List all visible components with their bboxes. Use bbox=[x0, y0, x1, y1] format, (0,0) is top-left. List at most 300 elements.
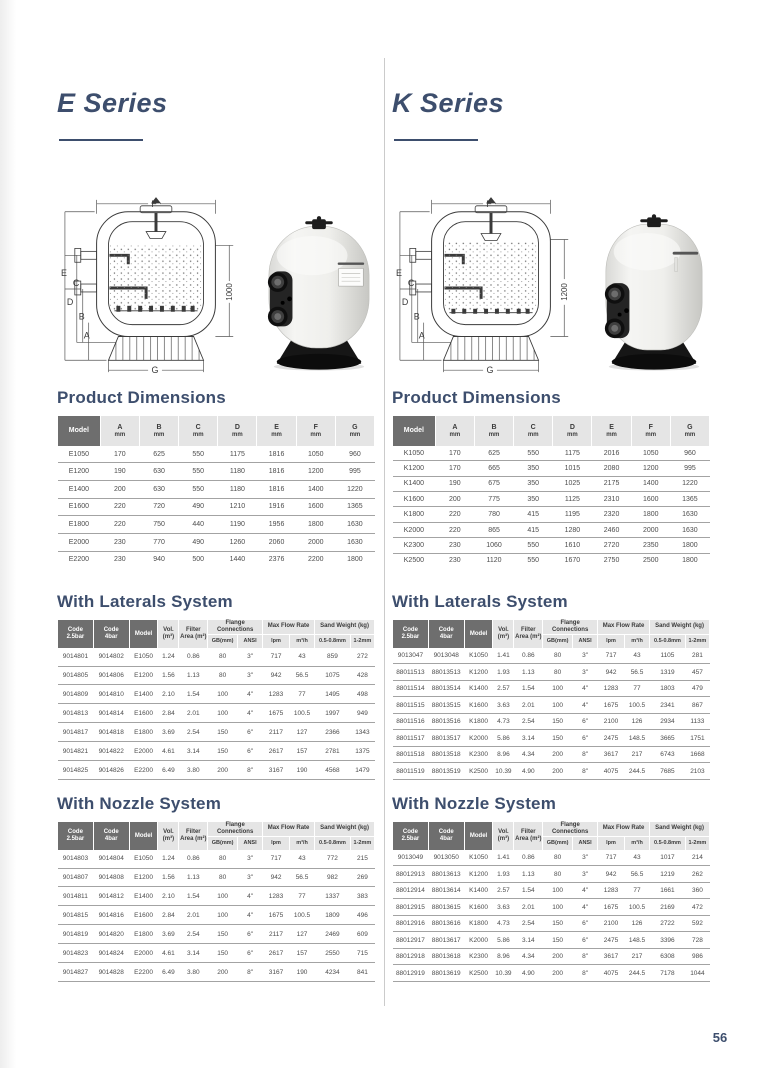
table-cell: 88013513 bbox=[428, 664, 464, 681]
table-cell: 982 bbox=[315, 868, 351, 887]
table-cell: 630 bbox=[139, 463, 178, 481]
table-cell: 940 bbox=[153, 556, 165, 564]
table-cell: 88013519 bbox=[428, 763, 464, 780]
section-heading: Product Dimensions bbox=[57, 388, 226, 407]
table-cell: 4075 bbox=[598, 965, 625, 982]
table-cell: K1050 bbox=[393, 446, 436, 461]
table-cell: 5.86 bbox=[493, 932, 514, 949]
table-cell: K1600 bbox=[464, 899, 493, 916]
table-cell: 126 bbox=[625, 915, 650, 932]
table-cell: 2117 bbox=[263, 723, 290, 742]
table-cell: 200 bbox=[208, 761, 238, 780]
table-row bbox=[393, 713, 710, 730]
table-cell: 1210 bbox=[218, 498, 257, 516]
table-cell: 88013618 bbox=[428, 948, 464, 965]
table-cell: E2000 bbox=[58, 534, 101, 552]
table-cell: 717 bbox=[263, 850, 290, 868]
table-cell: K1600 bbox=[464, 697, 493, 714]
table-cell: K1050 bbox=[464, 648, 493, 663]
table-cell: 3" bbox=[238, 666, 263, 685]
table-cell: 1175 bbox=[553, 446, 592, 461]
column-header: Filter Area (m²) bbox=[179, 822, 208, 850]
table-cell: 100 bbox=[208, 906, 238, 925]
column-header: Filter Area (m²) bbox=[514, 822, 543, 850]
table-cell: 5.86 bbox=[493, 730, 514, 747]
table-cell: 88013616 bbox=[428, 915, 464, 932]
series-title: E Series bbox=[57, 88, 168, 118]
column-header: Vol. (m³) bbox=[493, 620, 514, 648]
table-cell: 1220 bbox=[335, 480, 374, 498]
table-cell: 88013619 bbox=[428, 965, 464, 982]
table-cell: 750 bbox=[139, 516, 178, 534]
table-row bbox=[393, 965, 710, 982]
table-cell: 3.63 bbox=[493, 899, 514, 916]
table-row bbox=[393, 697, 710, 714]
table-cell: 4" bbox=[573, 680, 598, 697]
table-cell: 150 bbox=[543, 730, 573, 747]
table-cell: 2103 bbox=[685, 763, 709, 780]
table-cell: 8.96 bbox=[493, 948, 514, 965]
filter-base bbox=[443, 337, 538, 361]
column-header: Max Flow Rate bbox=[263, 620, 315, 634]
table-cell: 157 bbox=[290, 944, 315, 963]
table-cell: 490 bbox=[179, 498, 218, 516]
laterals-table bbox=[57, 620, 375, 780]
table-cell: 3.63 bbox=[493, 697, 514, 714]
section-heading: With Laterals System bbox=[57, 592, 233, 611]
table-cell: 1.56 bbox=[158, 666, 179, 685]
column-header: G mm bbox=[670, 416, 709, 446]
column-header: Code 2.5bar bbox=[58, 822, 94, 850]
table-cell: 9014819 bbox=[58, 925, 94, 944]
table-cell: 9014816 bbox=[93, 906, 129, 925]
table-cell: 1630 bbox=[670, 522, 709, 537]
column-header: Model bbox=[393, 416, 436, 446]
table-cell: 157 bbox=[290, 742, 315, 761]
table-cell: 9014812 bbox=[93, 887, 129, 906]
column-header: GB(mm) bbox=[543, 836, 573, 850]
table-cell: 1.41 bbox=[493, 648, 514, 663]
table-cell: 550 bbox=[514, 446, 553, 461]
table-cell: 150 bbox=[543, 713, 573, 730]
table-cell: 1283 bbox=[598, 680, 625, 697]
table-cell: 942 bbox=[598, 664, 625, 681]
table-cell: 127 bbox=[290, 723, 315, 742]
dim-label-e: E bbox=[395, 268, 402, 279]
table-cell: 2.84 bbox=[158, 906, 179, 925]
table-cell: E1600 bbox=[129, 704, 158, 723]
table-cell: 2475 bbox=[598, 932, 625, 949]
page-number: 56 bbox=[712, 1030, 728, 1045]
table-cell: 148.5 bbox=[625, 730, 650, 747]
table-cell: 3.69 bbox=[158, 723, 179, 742]
table-cell: 88012916 bbox=[393, 915, 429, 932]
table-cell: 1400 bbox=[296, 480, 335, 498]
table-row bbox=[393, 866, 710, 883]
table-cell: 428 bbox=[350, 666, 374, 685]
table-cell: 3" bbox=[573, 850, 598, 865]
table-cell: 0.86 bbox=[514, 850, 543, 865]
table-cell: 88013615 bbox=[428, 899, 464, 916]
table-cell: 150 bbox=[208, 723, 238, 742]
column-header: F mm bbox=[296, 416, 335, 446]
table-cell: K1200 bbox=[464, 866, 493, 883]
table-cell: 415 bbox=[514, 522, 553, 537]
table-row bbox=[58, 723, 375, 742]
table-cell: 350 bbox=[514, 491, 553, 506]
table-cell: 1809 bbox=[315, 906, 351, 925]
column-header: Code 2.5bar bbox=[393, 620, 429, 648]
column-header: Model bbox=[464, 620, 493, 648]
table-row bbox=[58, 906, 375, 925]
table-cell: 949 bbox=[350, 704, 374, 723]
table-cell: 2.57 bbox=[493, 680, 514, 697]
table-cell: 1675 bbox=[263, 906, 290, 925]
table-cell: 200 bbox=[208, 963, 238, 982]
table-cell: 1025 bbox=[553, 476, 592, 491]
column-header: m³/h bbox=[625, 836, 650, 850]
table-cell: E1050 bbox=[129, 850, 158, 868]
table-cell: E1200 bbox=[58, 463, 101, 481]
table-cell: 10.39 bbox=[493, 763, 514, 780]
column-header: G mm bbox=[335, 416, 374, 446]
table-cell: 2.01 bbox=[179, 906, 208, 925]
column-header: Flange Connections bbox=[543, 822, 598, 836]
table-cell: 100 bbox=[208, 887, 238, 906]
column-header: Code 2.5bar bbox=[58, 620, 94, 648]
table-cell: 2.01 bbox=[514, 899, 543, 916]
column-header: 1-2mm bbox=[685, 634, 709, 648]
table-cell: 4075 bbox=[598, 763, 625, 780]
table-cell: 9014803 bbox=[58, 850, 94, 868]
table-cell: 88013614 bbox=[428, 882, 464, 899]
section-heading: With Laterals System bbox=[392, 592, 568, 611]
table-cell: 4.73 bbox=[493, 915, 514, 932]
table-cell: 1044 bbox=[685, 965, 709, 982]
table-cell: E1400 bbox=[129, 685, 158, 704]
table-cell: 1.24 bbox=[158, 850, 179, 868]
table-cell: 9014825 bbox=[58, 761, 94, 780]
table-cell: K2000 bbox=[393, 522, 436, 537]
table-cell: 2.84 bbox=[158, 704, 179, 723]
column-header: Flange Connections bbox=[543, 620, 598, 634]
table-cell: 2.57 bbox=[493, 882, 514, 899]
column-header: 0.5-0.8mm bbox=[650, 836, 686, 850]
table-cell: 6" bbox=[573, 932, 598, 949]
table-cell: 2.54 bbox=[179, 925, 208, 944]
table-cell: 3.14 bbox=[179, 944, 208, 963]
table-cell: 6" bbox=[238, 925, 263, 944]
table-cell: 1283 bbox=[263, 685, 290, 704]
table-cell: 717 bbox=[598, 850, 625, 865]
column-header: lpm bbox=[263, 634, 290, 648]
table-cell: 150 bbox=[208, 944, 238, 963]
table-cell: 3.69 bbox=[158, 925, 179, 944]
table-cell: 100.5 bbox=[290, 906, 315, 925]
table-cell: 88012918 bbox=[393, 948, 429, 965]
table-cell: 215 bbox=[350, 850, 374, 868]
table-cell: 1.54 bbox=[514, 680, 543, 697]
table-cell: 2000 bbox=[631, 522, 670, 537]
table-cell: 1175 bbox=[218, 446, 257, 463]
table-cell: 43 bbox=[625, 850, 650, 865]
table-cell: 3617 bbox=[598, 746, 625, 763]
figure-block bbox=[57, 192, 375, 382]
table-cell: K1200 bbox=[464, 664, 493, 681]
table-cell: 3617 bbox=[598, 948, 625, 965]
column-header: 0.5-0.8mm bbox=[650, 634, 686, 648]
table-row bbox=[393, 730, 710, 747]
table-cell: 170 bbox=[100, 446, 139, 463]
table-cell: 100.5 bbox=[625, 899, 650, 916]
table-cell: 0.86 bbox=[179, 648, 208, 666]
column-header: Filter Area (m²) bbox=[179, 620, 208, 648]
table-cell: 200 bbox=[543, 965, 573, 982]
table-cell: 100 bbox=[543, 697, 573, 714]
table-cell: 8" bbox=[573, 948, 598, 965]
table-cell: 9014811 bbox=[58, 887, 94, 906]
table-cell: 80 bbox=[543, 648, 573, 663]
table-cell: 9014813 bbox=[58, 704, 94, 723]
table-cell: 1180 bbox=[218, 463, 257, 481]
table-cell: 100.5 bbox=[290, 704, 315, 723]
filter-cross-section-drawing bbox=[392, 192, 590, 382]
table-cell: K2000 bbox=[464, 932, 493, 949]
table-cell: 3" bbox=[238, 850, 263, 868]
table-cell: 80 bbox=[543, 850, 573, 865]
table-cell: E1800 bbox=[129, 723, 158, 742]
dimensions-table bbox=[57, 416, 375, 568]
table-cell: 625 bbox=[139, 446, 178, 463]
dim-label-a: A bbox=[83, 330, 90, 341]
table-cell: 350 bbox=[514, 461, 553, 476]
table-cell: 77 bbox=[290, 685, 315, 704]
column-header: Model bbox=[58, 416, 101, 446]
table-row bbox=[58, 742, 375, 761]
table-cell: 6.49 bbox=[158, 963, 179, 982]
table-cell: 1375 bbox=[350, 742, 374, 761]
table-cell: 244.5 bbox=[625, 763, 650, 780]
table-row bbox=[58, 648, 375, 666]
table-cell: 383 bbox=[350, 887, 374, 906]
table-cell: E1200 bbox=[129, 868, 158, 887]
table-cell: 9014824 bbox=[93, 944, 129, 963]
table-cell: 2175 bbox=[592, 476, 631, 491]
column-header: Code 4bar bbox=[428, 822, 464, 850]
table-cell: 262 bbox=[685, 866, 709, 883]
table-cell: 1440 bbox=[229, 556, 246, 564]
table-cell: 3.14 bbox=[514, 932, 543, 949]
column-header: Sand Weight (kg) bbox=[650, 620, 710, 634]
column-header: Code 2.5bar bbox=[393, 822, 429, 850]
table-cell: 4568 bbox=[315, 761, 351, 780]
column-header: E mm bbox=[592, 416, 631, 446]
table-cell: 1337 bbox=[315, 887, 351, 906]
table-cell: 220 bbox=[435, 507, 474, 522]
table-cell: 88013613 bbox=[428, 866, 464, 883]
table-cell: 220 bbox=[100, 516, 139, 534]
table-cell: 1075 bbox=[315, 666, 351, 685]
table-cell: 2720 bbox=[592, 538, 631, 553]
table-cell: 550 bbox=[527, 557, 540, 565]
table-cell: 715 bbox=[350, 944, 374, 963]
table-cell: 190 bbox=[435, 476, 474, 491]
table-cell: 148.5 bbox=[625, 932, 650, 949]
table-cell: 4.61 bbox=[158, 944, 179, 963]
product-dimensions-section bbox=[57, 388, 375, 568]
table-cell: 2550 bbox=[315, 944, 351, 963]
table-cell: 9014814 bbox=[93, 704, 129, 723]
table-cell: 6" bbox=[238, 723, 263, 742]
table-cell: 88013515 bbox=[428, 697, 464, 714]
table-cell: 942 bbox=[263, 666, 290, 685]
column-header: GB(mm) bbox=[208, 836, 238, 850]
table-cell: 9014817 bbox=[58, 723, 94, 742]
column-header: Code 4bar bbox=[428, 620, 464, 648]
table-cell: 550 bbox=[514, 538, 553, 553]
table-cell: 4" bbox=[238, 887, 263, 906]
table-cell: K1400 bbox=[464, 680, 493, 697]
table-cell: 472 bbox=[685, 899, 709, 916]
column-header: Model bbox=[129, 620, 158, 648]
table-cell: 479 bbox=[685, 680, 709, 697]
table-row bbox=[58, 963, 375, 982]
table-cell: 995 bbox=[670, 461, 709, 476]
table-cell: 56.5 bbox=[625, 866, 650, 883]
table-cell: 2500 bbox=[642, 557, 659, 565]
table-cell: 4" bbox=[573, 882, 598, 899]
table-cell: K1400 bbox=[464, 882, 493, 899]
dim-label-c: C bbox=[72, 278, 80, 289]
table-row bbox=[393, 882, 710, 899]
column-header: 1-2mm bbox=[685, 836, 709, 850]
table-cell: 500 bbox=[192, 556, 205, 564]
table-cell: 1105 bbox=[650, 648, 686, 663]
column-header: Filter Area (m²) bbox=[514, 620, 543, 648]
table-cell: 9014822 bbox=[93, 742, 129, 761]
dim-label-b: B bbox=[413, 311, 420, 322]
table-cell: 2617 bbox=[263, 944, 290, 963]
table-cell: 775 bbox=[474, 491, 513, 506]
table-cell: 9014801 bbox=[58, 648, 94, 666]
table-cell: 986 bbox=[685, 948, 709, 965]
table-cell: 550 bbox=[179, 446, 218, 463]
table-cell: 4234 bbox=[315, 963, 351, 982]
table-cell: 1195 bbox=[553, 507, 592, 522]
table-cell: K1400 bbox=[393, 476, 436, 491]
table-cell: 1319 bbox=[650, 664, 686, 681]
table-cell: 2.10 bbox=[158, 887, 179, 906]
table-cell: 1661 bbox=[650, 882, 686, 899]
table-cell: 2460 bbox=[592, 522, 631, 537]
figure-block bbox=[392, 192, 710, 382]
table-cell: 1803 bbox=[650, 680, 686, 697]
table-cell: 1180 bbox=[218, 480, 257, 498]
table-cell: 496 bbox=[350, 906, 374, 925]
table-cell: 9014828 bbox=[93, 963, 129, 982]
table-cell: 859 bbox=[315, 648, 351, 666]
table-row bbox=[393, 491, 710, 506]
table-cell: 6308 bbox=[650, 948, 686, 965]
dimensions-table bbox=[392, 416, 710, 568]
table-cell: 9014807 bbox=[58, 868, 94, 887]
table-cell: K1600 bbox=[393, 491, 436, 506]
table-row bbox=[393, 522, 710, 537]
table-row bbox=[58, 498, 375, 516]
table-cell: 80 bbox=[208, 868, 238, 887]
table-cell: 1190 bbox=[218, 516, 257, 534]
table-cell: 88011518 bbox=[393, 746, 429, 763]
table-cell: 2320 bbox=[592, 507, 631, 522]
column-header: F mm bbox=[631, 416, 670, 446]
table-cell: 77 bbox=[290, 887, 315, 906]
table-cell: 2.01 bbox=[514, 697, 543, 714]
table-row bbox=[58, 551, 375, 568]
table-row bbox=[393, 507, 710, 522]
table-cell: 88012919 bbox=[393, 965, 429, 982]
table-cell: 1816 bbox=[257, 463, 296, 481]
table-cell: 1670 bbox=[564, 557, 581, 565]
table-cell: 7685 bbox=[650, 763, 686, 780]
table-cell: 1.54 bbox=[179, 887, 208, 906]
table-cell: 1800 bbox=[631, 507, 670, 522]
column-header: Vol. (m³) bbox=[158, 620, 179, 648]
column-header: m³/h bbox=[625, 634, 650, 648]
table-cell: 2016 bbox=[592, 446, 631, 461]
table-row bbox=[58, 704, 375, 723]
table-cell: 190 bbox=[290, 963, 315, 982]
series-title: K Series bbox=[392, 88, 505, 118]
table-cell: 2100 bbox=[598, 915, 625, 932]
table-cell: 1600 bbox=[631, 491, 670, 506]
table-cell: 1.93 bbox=[493, 664, 514, 681]
table-cell: 1220 bbox=[670, 476, 709, 491]
table-cell: E1600 bbox=[58, 498, 101, 516]
table-cell: 230 bbox=[435, 538, 474, 553]
dim-label-f: F bbox=[486, 198, 492, 209]
table-cell: 720 bbox=[139, 498, 178, 516]
table-cell: 4" bbox=[573, 697, 598, 714]
table-cell: 717 bbox=[263, 648, 290, 666]
table-cell: 88012913 bbox=[393, 866, 429, 883]
table-cell: 2.54 bbox=[179, 723, 208, 742]
table-cell: E1050 bbox=[58, 446, 101, 463]
table-cell: 190 bbox=[290, 761, 315, 780]
column-header: Sand Weight (kg) bbox=[315, 822, 375, 836]
table-cell: 281 bbox=[685, 648, 709, 663]
table-row bbox=[393, 932, 710, 949]
table-cell: 88011516 bbox=[393, 713, 429, 730]
table-cell: 4" bbox=[238, 906, 263, 925]
table-cell: 457 bbox=[685, 664, 709, 681]
table-cell: 1280 bbox=[553, 522, 592, 537]
table-cell: 609 bbox=[350, 925, 374, 944]
table-cell: E1800 bbox=[129, 925, 158, 944]
table-cell: 1800 bbox=[682, 557, 698, 565]
column-header: lpm bbox=[263, 836, 290, 850]
table-cell: 1675 bbox=[598, 697, 625, 714]
table-cell: 1050 bbox=[296, 446, 335, 463]
side-fittings bbox=[605, 283, 630, 338]
table-cell: 88011515 bbox=[393, 697, 429, 714]
table-cell: 4.34 bbox=[514, 746, 543, 763]
table-cell: 3" bbox=[573, 866, 598, 883]
nozzle-table bbox=[57, 822, 375, 982]
table-cell: 1343 bbox=[350, 723, 374, 742]
column-header: C mm bbox=[179, 416, 218, 446]
column-header: ANSI bbox=[573, 836, 598, 850]
table-cell: 9013049 bbox=[393, 850, 429, 865]
